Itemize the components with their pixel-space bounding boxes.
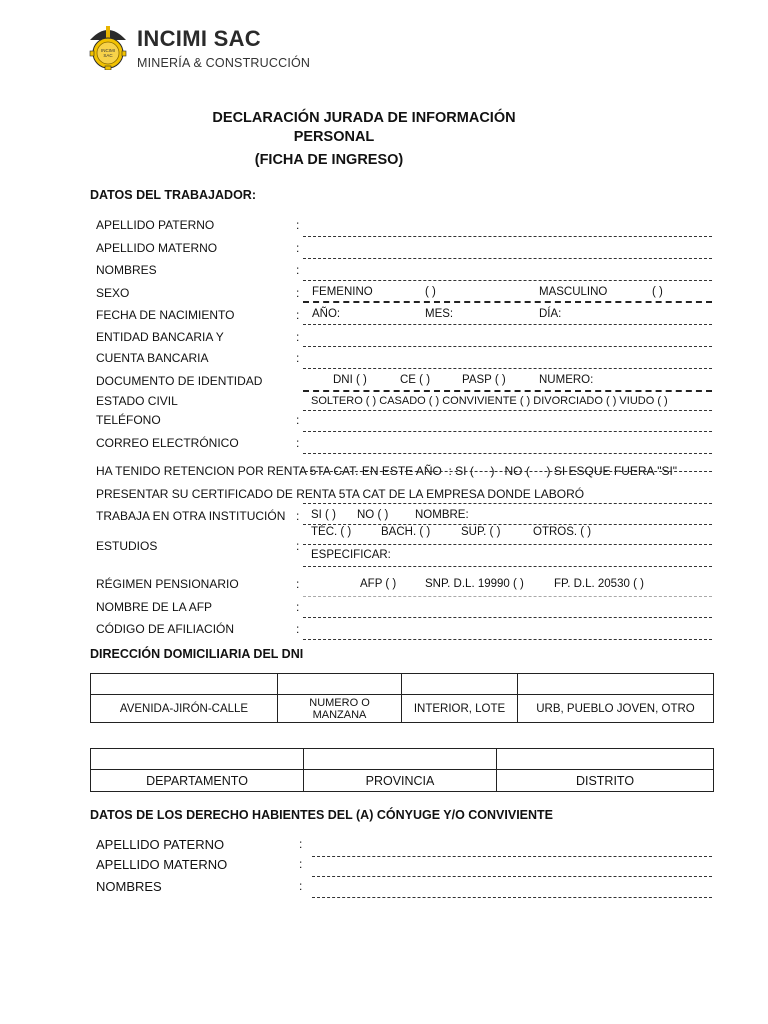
field-sexo bbox=[303, 301, 712, 303]
field-conyuge-apellido-materno[interactable] bbox=[312, 876, 712, 877]
helmet-gear-icon bbox=[86, 22, 130, 70]
colon: : bbox=[296, 263, 300, 277]
label-apellido-materno: APELLIDO MATERNO bbox=[96, 241, 218, 255]
address-section-heading: DIRECCIÓN DOMICILIARIA DEL DNI bbox=[90, 647, 304, 661]
label-estado-civil: ESTADO CIVIL bbox=[96, 394, 178, 408]
address-input-cell[interactable] bbox=[402, 674, 518, 695]
field-nombre-afp[interactable] bbox=[303, 617, 712, 618]
colon: : bbox=[299, 837, 303, 851]
address-header-cell: INTERIOR, LOTE bbox=[402, 695, 518, 723]
company-logo bbox=[86, 22, 130, 70]
colon: : bbox=[296, 241, 300, 255]
field-estudios-underline2 bbox=[303, 566, 712, 567]
field-especificar[interactable]: ESPECIFICAR: bbox=[311, 549, 391, 561]
field-nombres[interactable] bbox=[303, 280, 712, 281]
checkbox-otra-si[interactable]: SI ( ) bbox=[311, 509, 336, 521]
field-retencion[interactable] bbox=[300, 471, 712, 472]
label-codigo-afiliacion: CÓDIGO DE AFILIACIÓN bbox=[96, 622, 235, 636]
address-header-cell: AVENIDA-JIRÓN-CALLE bbox=[91, 695, 278, 723]
checkbox-otra-no[interactable]: NO ( ) bbox=[357, 509, 389, 521]
option-masculino: MASCULINO bbox=[539, 286, 608, 298]
field-fecha-underline bbox=[303, 324, 712, 325]
checkbox-otros[interactable]: OTROS. ( ) bbox=[533, 526, 592, 538]
label-regimen: RÉGIMEN PENSIONARIO bbox=[96, 577, 239, 591]
company-name: INCIMI SAC bbox=[137, 26, 261, 51]
field-mes[interactable]: MES: bbox=[425, 308, 454, 320]
label-conyuge-apellido-materno: APELLIDO MATERNO bbox=[96, 857, 228, 872]
colon: : bbox=[296, 351, 300, 365]
label-nombre-afp: NOMBRE DE LA AFP bbox=[96, 600, 213, 614]
colon: : bbox=[296, 600, 300, 614]
label-documento: DOCUMENTO DE IDENTIDAD bbox=[96, 374, 263, 388]
option-femenino: FEMENINO bbox=[312, 286, 373, 298]
location-input-cell[interactable] bbox=[497, 749, 714, 770]
field-documento-underline bbox=[303, 390, 712, 392]
label-otra-institucion: TRABAJA EN OTRA INSTITUCIÓN bbox=[96, 509, 286, 523]
label-entidad-bancaria: ENTIDAD BANCARIA Y bbox=[96, 330, 224, 344]
colon: : bbox=[296, 622, 300, 636]
field-regimen-underline bbox=[303, 596, 712, 597]
colon: : bbox=[296, 539, 300, 553]
estado-civil-options[interactable]: SOLTERO ( ) CASADO ( ) CONVIVIENTE ( ) DIVORCIADO ( ) VIUDO ( ) bbox=[311, 395, 668, 407]
field-telefono[interactable] bbox=[303, 431, 712, 432]
logo-seal-text: INCIMI SAC bbox=[101, 48, 115, 58]
location-header-cell: DEPARTAMENTO bbox=[91, 770, 304, 792]
colon: : bbox=[296, 330, 300, 344]
checkbox-bach[interactable]: BACH. ( ) bbox=[381, 526, 431, 538]
label-sexo: SEXO bbox=[96, 286, 130, 300]
checkbox-dni[interactable]: DNI ( ) bbox=[333, 374, 367, 386]
address-header-cell: URB, PUEBLO JOVEN, OTRO bbox=[518, 695, 714, 723]
field-codigo-afiliacion[interactable] bbox=[303, 639, 712, 640]
checkbox-femenino[interactable]: ( ) bbox=[425, 286, 436, 298]
field-apellido-materno[interactable] bbox=[303, 258, 712, 259]
address-input-cell[interactable] bbox=[518, 674, 714, 695]
address-header-cell: NUMERO O MANZANA bbox=[278, 695, 402, 723]
label-conyuge-apellido-paterno: APELLIDO PATERNO bbox=[96, 837, 225, 852]
label-telefono: TELÉFONO bbox=[96, 413, 161, 427]
field-estudios-underline1 bbox=[303, 544, 712, 545]
label-conyuge-nombres: NOMBRES bbox=[96, 879, 162, 894]
label-estudios: ESTUDIOS bbox=[96, 539, 158, 553]
field-numero[interactable]: NUMERO: bbox=[539, 374, 594, 386]
worker-section-heading: DATOS DEL TRABAJADOR: bbox=[90, 188, 256, 202]
address-input-cell[interactable] bbox=[91, 674, 278, 695]
document-title-line1: DECLARACIÓN JURADA DE INFORMACIÓN bbox=[212, 110, 516, 126]
field-cuenta-bancaria[interactable] bbox=[303, 368, 712, 369]
label-nombres: NOMBRES bbox=[96, 263, 157, 277]
field-correo[interactable] bbox=[303, 453, 712, 454]
field-certificado[interactable] bbox=[303, 503, 712, 504]
label-cuenta-bancaria: CUENTA BANCARIA bbox=[96, 351, 209, 365]
checkbox-sup[interactable]: SUP. ( ) bbox=[461, 526, 501, 538]
company-tagline: MINERÍA & CONSTRUCCIÓN bbox=[137, 56, 311, 70]
checkbox-ce[interactable]: CE ( ) bbox=[400, 374, 431, 386]
checkbox-pasp[interactable]: PASP ( ) bbox=[462, 374, 506, 386]
colon: : bbox=[296, 286, 300, 300]
field-otra-nombre[interactable]: NOMBRE: bbox=[415, 509, 469, 521]
field-otra-underline bbox=[303, 524, 712, 525]
label-apellido-paterno: APELLIDO PATERNO bbox=[96, 218, 215, 232]
document-subtitle: (FICHA DE INGRESO) bbox=[254, 152, 404, 168]
field-conyuge-apellido-paterno[interactable] bbox=[312, 856, 712, 857]
location-header-cell: DISTRITO bbox=[497, 770, 714, 792]
field-dia[interactable]: DÍA: bbox=[539, 308, 562, 320]
colon: : bbox=[299, 879, 303, 893]
field-conyuge-nombres[interactable] bbox=[312, 897, 712, 898]
label-fecha-nacimiento: FECHA DE NACIMIENTO bbox=[96, 308, 235, 322]
colon: : bbox=[299, 857, 303, 871]
label-correo: CORREO ELECTRÓNICO bbox=[96, 436, 239, 450]
location-input-cell[interactable] bbox=[304, 749, 497, 770]
colon: : bbox=[296, 413, 300, 427]
label-retencion: HA TENIDO RETENCION POR RENTA 5TA CAT. EN ESTE AÑO : SI ( ) NO ( ) SI ESQUE FUERA "SI" bbox=[96, 464, 678, 478]
field-anio[interactable]: AÑO: bbox=[312, 308, 341, 320]
checkbox-snp[interactable]: SNP. D.L. 19990 ( ) bbox=[425, 578, 524, 590]
colon: : bbox=[296, 308, 300, 322]
address-table bbox=[90, 673, 714, 723]
document-title-line2: PERSONAL bbox=[293, 129, 375, 145]
colon: : bbox=[296, 436, 300, 450]
field-estado-civil-underline bbox=[303, 410, 712, 411]
checkbox-tec[interactable]: TÉC. ( ) bbox=[311, 526, 352, 538]
field-apellido-paterno[interactable] bbox=[303, 236, 712, 237]
colon: : bbox=[296, 509, 300, 523]
spouse-section-heading: DATOS DE LOS DERECHO HABIENTES DEL (A) CÓNYUGE Y/O CONVIVIENTE bbox=[90, 808, 554, 822]
colon: : bbox=[296, 218, 300, 232]
label-certificado: PRESENTAR SU CERTIFICADO DE RENTA 5TA CAT DE LA EMPRESA DONDE LABORÓ bbox=[96, 487, 585, 501]
location-header-cell: PROVINCIA bbox=[304, 770, 497, 792]
address-input-cell[interactable] bbox=[278, 674, 402, 695]
field-entidad-bancaria[interactable] bbox=[303, 346, 712, 347]
location-input-cell[interactable] bbox=[91, 749, 304, 770]
colon: : bbox=[296, 577, 300, 591]
location-table bbox=[90, 748, 714, 792]
checkbox-afp[interactable]: AFP ( ) bbox=[360, 578, 397, 590]
checkbox-fp[interactable]: FP. D.L. 20530 ( ) bbox=[554, 578, 644, 590]
checkbox-masculino[interactable]: ( ) bbox=[652, 286, 663, 298]
